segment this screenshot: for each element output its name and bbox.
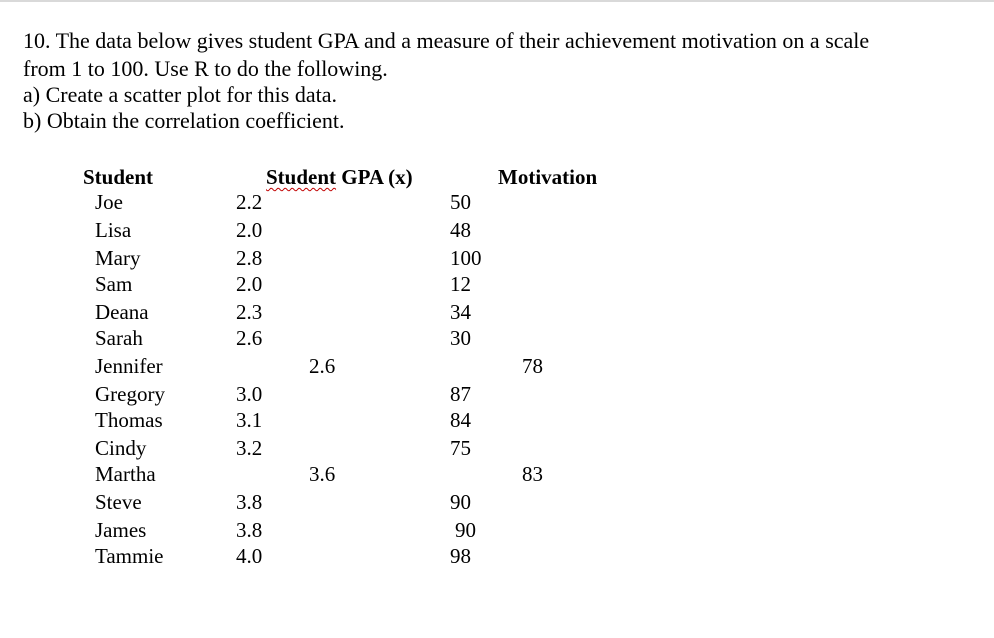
- motivation-value: 87: [450, 382, 471, 406]
- student-name: Joe: [95, 190, 123, 214]
- student-name: Gregory: [95, 382, 165, 406]
- question-line-1: 10. The data below gives student GPA and a measure of their achievement motivation on a scale: [23, 28, 870, 53]
- gpa-value: 2.6: [309, 354, 336, 378]
- gpa-value: 2.3: [236, 300, 263, 324]
- question-line-a: a) Create a scatter plot for this data.: [23, 82, 337, 107]
- header-student: Student: [83, 165, 154, 189]
- student-name: Sam: [95, 272, 133, 296]
- motivation-value: 84: [450, 408, 471, 432]
- motivation-value: 100: [450, 246, 482, 270]
- header-gpa-rest: GPA (x): [336, 165, 413, 189]
- motivation-value: 90: [455, 518, 476, 542]
- gpa-value: 2.6: [236, 326, 263, 350]
- question-line-2: from 1 to 100. Use R to do the following.: [23, 56, 388, 81]
- motivation-value: 48: [450, 218, 471, 242]
- student-name: Cindy: [95, 436, 147, 460]
- motivation-value: 12: [450, 272, 471, 296]
- student-name: Deana: [95, 300, 149, 324]
- header-motivation: Motivation: [498, 165, 598, 189]
- student-name: Tammie: [95, 544, 164, 568]
- student-name: Jennifer: [95, 354, 163, 378]
- motivation-value: 34: [450, 300, 471, 324]
- student-name: James: [95, 518, 147, 542]
- student-name: Sarah: [95, 326, 143, 350]
- gpa-value: 4.0: [236, 544, 263, 568]
- gpa-value: 2.0: [236, 272, 263, 296]
- gpa-value: 2.0: [236, 218, 263, 242]
- gpa-value: 2.8: [236, 246, 263, 270]
- motivation-value: 90: [450, 490, 471, 514]
- top-border: [0, 0, 994, 2]
- student-name: Mary: [95, 246, 141, 270]
- motivation-value: 30: [450, 326, 471, 350]
- motivation-value: 75: [450, 436, 471, 460]
- gpa-value: 3.1: [236, 408, 263, 432]
- motivation-value: 83: [522, 462, 543, 486]
- student-name: Steve: [95, 490, 142, 514]
- gpa-value: 3.0: [236, 382, 263, 406]
- student-name: Lisa: [95, 218, 132, 242]
- motivation-value: 78: [522, 354, 543, 378]
- motivation-value: 98: [450, 544, 471, 568]
- motivation-value: 50: [450, 190, 471, 214]
- gpa-value: 3.8: [236, 518, 263, 542]
- question-line-b: b) Obtain the correlation coefficient.: [23, 108, 345, 133]
- gpa-value: 3.8: [236, 490, 263, 514]
- gpa-value: 2.2: [236, 190, 263, 214]
- header-gpa-word: Student: [266, 165, 337, 189]
- header-gpa: [266, 165, 413, 189]
- gpa-value: 3.2: [236, 436, 263, 460]
- student-name: Thomas: [95, 408, 163, 432]
- student-name: Martha: [95, 462, 156, 486]
- gpa-value: 3.6: [309, 462, 336, 486]
